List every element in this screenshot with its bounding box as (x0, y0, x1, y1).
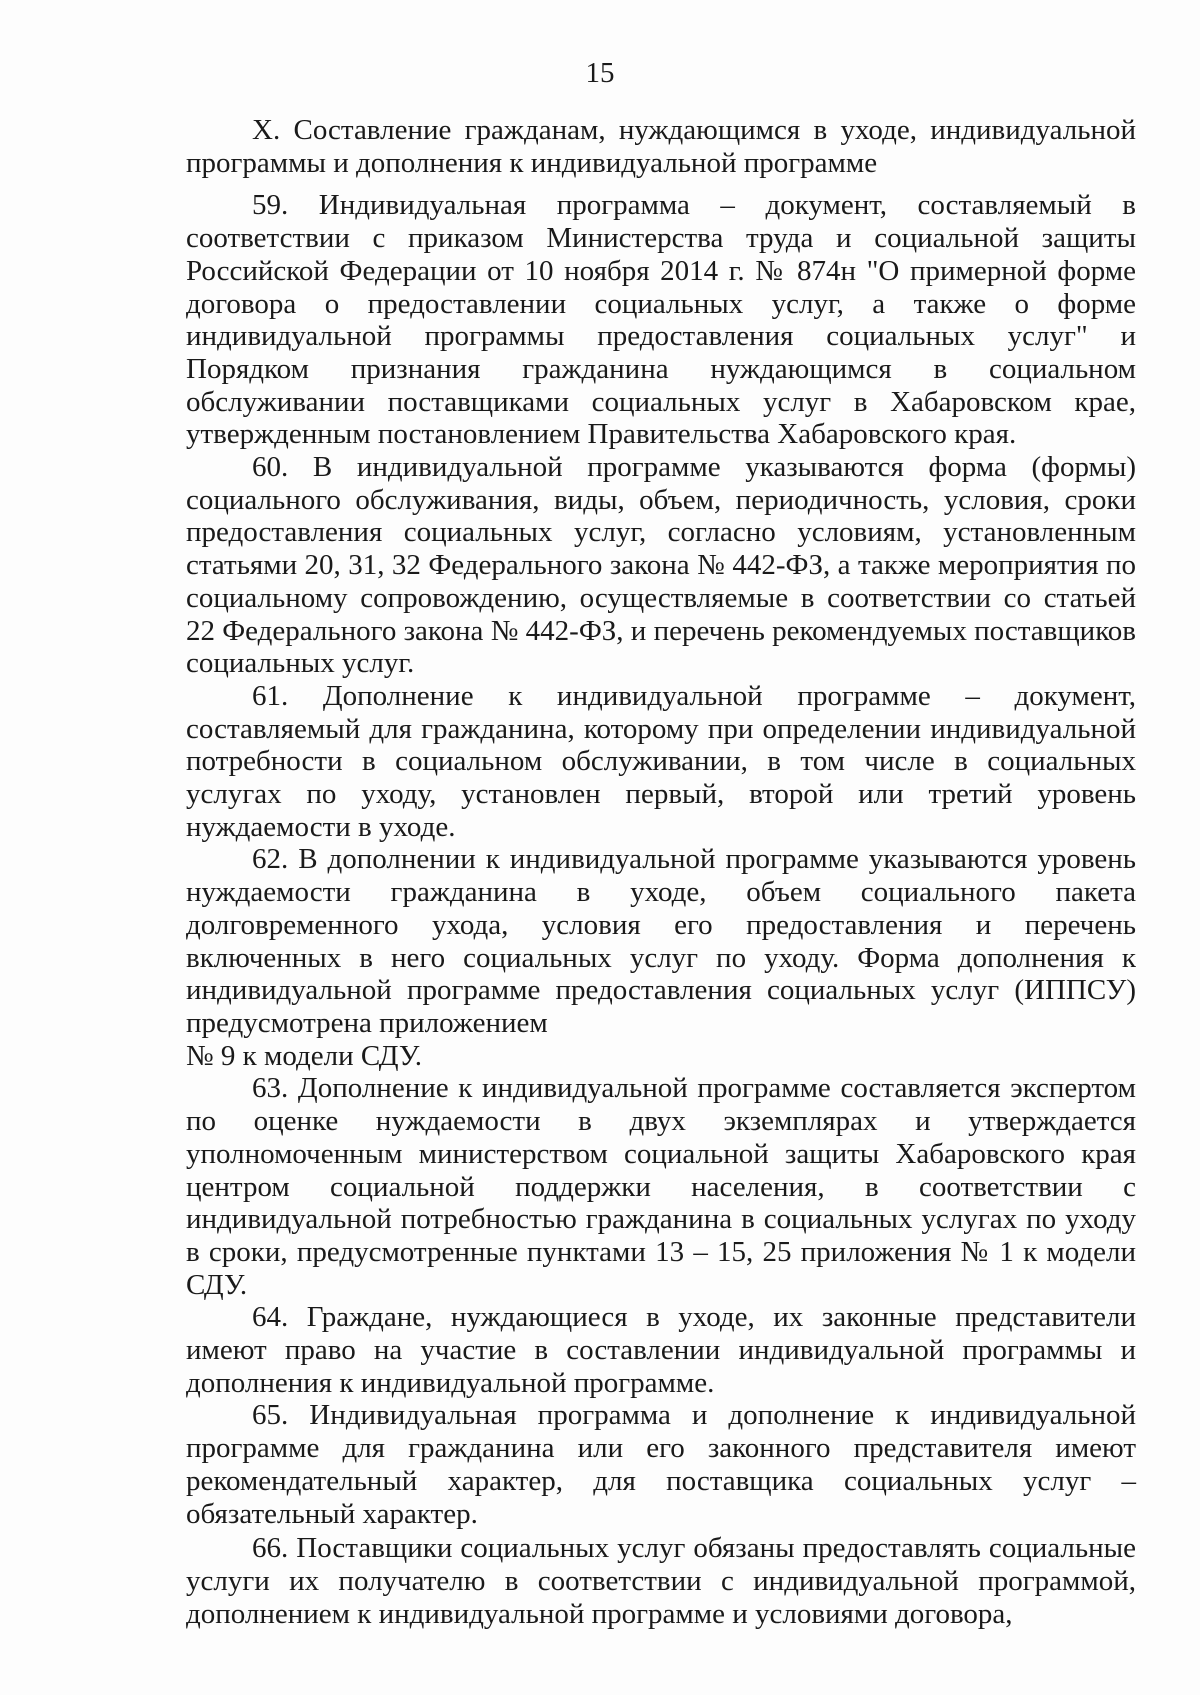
paragraph-text: 61. Дополнение к индивидуальной программе – документ, составляемый для гражданина, которому при определении индивидуальной потребности в социальном обслуживании, в том числе в социальных услугах по уходу, установлен первый, второй или третий уровень нуждаемости в уходе. (186, 679, 1136, 843)
paragraph-text: 60. В индивидуальной программе указываются форма (формы) социального обслуживания, виды, объем, периодичность, условия, сроки предоставления социальных услуг, согласно условиям, установленным статьями 20, 31, 32 Федерального закона № 442-ФЗ, а также мероприятия по социальному сопровождению, осуществляемые в соответствии со статьей 22 Федерального закона № 442-ФЗ, и перечень рекомендуемых поставщиков социальных услуг. (186, 451, 1136, 680)
paragraph-text: 59. Индивидуальная программа – документ, составляемый в соответствии с приказом Министерства труда и социальной защиты Российской Федерации от 10 ноября 2014 г. № 874н "О примерной форме договора о предоставлении социальных услуг, а также о форме индивидуальной программы предоставления социальных услуг" и Порядком признания гражданина нуждающимся в социальном обслуживании поставщиками социальных услуг в Хабаровском крае, утвержденным постановлением Правительства Хабаровского края. (186, 189, 1136, 451)
document-body (186, 114, 1136, 1630)
paragraph-text: 64. Граждане, нуждающиеся в уходе, их законные представители имеют право на участие в составлении индивидуальной программы и дополнения к индивидуальной программе. (186, 1301, 1136, 1399)
paragraph-63 (186, 1072, 1136, 1301)
paragraph-62 (186, 843, 1136, 1072)
paragraph-59 (186, 189, 1136, 451)
page-number: 15 (585, 57, 615, 89)
paragraph-text: 63. Дополнение к индивидуальной программе составляется экспертом по оценке нуждаемости в двух экземплярах и утверждается уполномоченным министерством социальной защиты Хабаровского края центром социальной поддержки населения, в соответствии с индивидуальной потребностью гражданина в социальных услугах по уходу в сроки, предусмотренные пунктами 13 – 15, 25 приложения № 1 к модели СДУ. (186, 1072, 1136, 1301)
section-heading: X. Составление гражданам, нуждающимся в уходе, индивидуальной программы и дополнения к индивидуальной программе (186, 114, 1136, 179)
paragraph-text: 65. Индивидуальная программа и дополнение к индивидуальной программе для гражданина или его законного представителя имеют рекомендательный характер, для поставщика социальных услуг – обязательный характер. (186, 1399, 1136, 1530)
paragraph-64 (186, 1301, 1136, 1399)
paragraph-text: 66. Поставщики социальных услуг обязаны предоставлять социальные услуги их получателю в соответствии с индивидуальной программой, дополнением к индивидуальной программе и условиями договора, (186, 1532, 1136, 1630)
paragraph-60 (186, 451, 1136, 680)
paragraph-continuation: № 9 к модели СДУ. (186, 1039, 422, 1072)
paragraph-61 (186, 680, 1136, 844)
paragraph-66 (186, 1532, 1136, 1630)
paragraph-65 (186, 1399, 1136, 1530)
paragraph-text: 62. В дополнении к индивидуальной программе указываются уровень нуждаемости гражданина в уходе, объем социального пакета долговременного ухода, условия его предоставления и перечень включенных в него социальных услуг по уходу. Форма дополнения к индивидуальной программе предоставления социальных услуг (ИППСУ) предусмотрена приложением (186, 843, 1136, 1039)
